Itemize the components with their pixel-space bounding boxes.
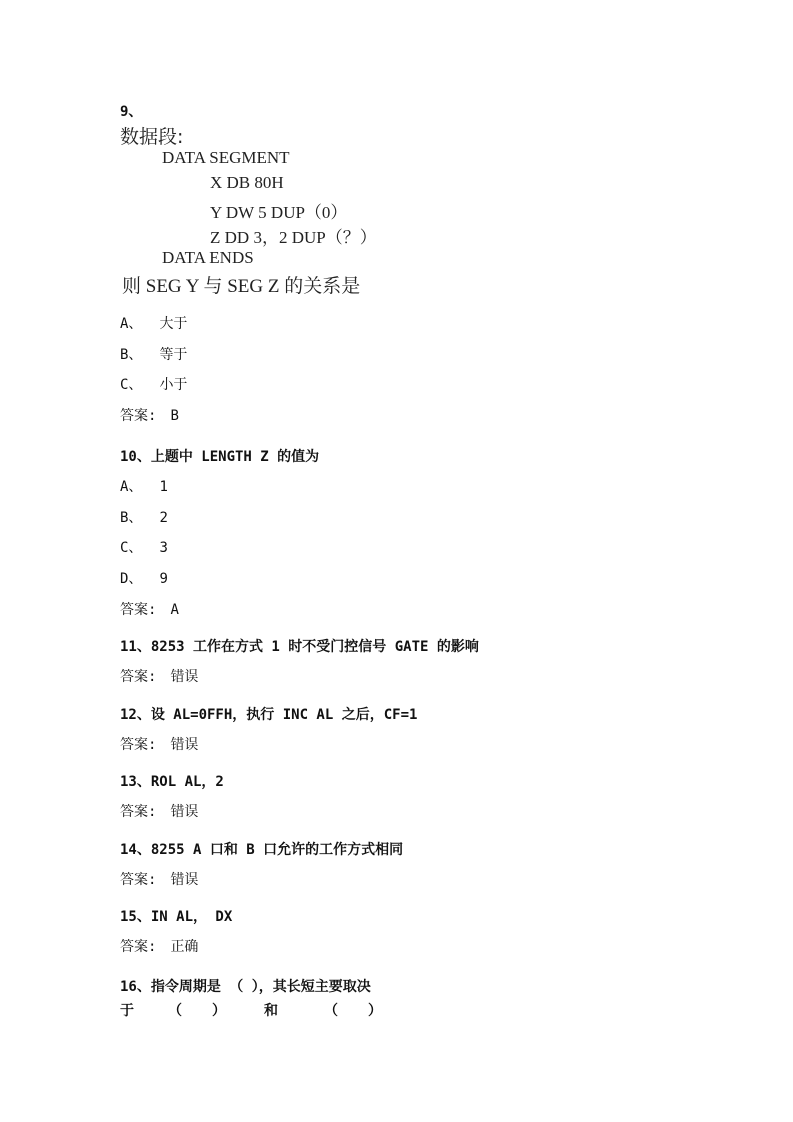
option-label: A、 — [120, 316, 143, 332]
option-label: B、 — [120, 347, 143, 363]
question-10-title: 10、上题中 LENGTH Z 的值为 — [120, 449, 320, 465]
option-text: 3 — [159, 540, 168, 556]
answer-value: 正确 — [170, 939, 199, 955]
q10-option-d — [120, 568, 168, 588]
q11-answer — [120, 666, 198, 686]
answer-label: 答案: — [120, 804, 157, 820]
scan-line-1: DATA SEGMENT — [162, 148, 290, 167]
q9-option-b — [120, 344, 187, 364]
answer-value: A — [170, 602, 179, 618]
question-13-title: 13、ROL AL，2 — [120, 774, 224, 790]
q16-text-he: 和 — [264, 1003, 278, 1019]
answer-value: 错误 — [170, 669, 199, 685]
scan-line-4: Z DD 3，2 DUP（？） — [210, 228, 377, 247]
q9-option-c — [120, 374, 187, 394]
answer-value: 错误 — [170, 872, 199, 888]
scan-line-2: X DB 80H — [210, 173, 284, 192]
q10-option-c — [120, 537, 168, 557]
option-text: 小于 — [159, 377, 188, 393]
q14-answer — [120, 869, 198, 889]
q9-option-a — [120, 313, 187, 333]
scan-line-5: DATA ENDS — [162, 248, 254, 267]
q16-blank-1-close: ） — [212, 1003, 226, 1019]
question-12-title: 12、设 AL=0FFH，执行 INC AL 之后，CF=1 — [120, 707, 418, 723]
option-label: B、 — [120, 510, 143, 526]
option-text: 1 — [159, 479, 168, 495]
answer-label: 答案: — [120, 602, 157, 618]
q16-blank-2-close: ） — [368, 1003, 382, 1019]
answer-value: 错误 — [170, 804, 199, 820]
q12-answer — [120, 734, 198, 754]
q9-answer — [120, 405, 179, 425]
option-text: 9 — [159, 571, 168, 587]
option-text: 等于 — [159, 347, 188, 363]
q13-answer — [120, 801, 198, 821]
option-label: C、 — [120, 377, 143, 393]
q15-answer — [120, 936, 198, 956]
q10-answer — [120, 599, 179, 619]
answer-label: 答案: — [120, 737, 157, 753]
q10-option-b — [120, 507, 168, 527]
answer-label: 答案: — [120, 872, 157, 888]
q16-blank-1-open: （ — [168, 1003, 182, 1019]
question-16-line-2 — [120, 1000, 382, 1020]
option-text: 大于 — [159, 316, 188, 332]
scan-question: 则 SEG Y 与 SEG Z 的关系是 — [122, 276, 361, 297]
answer-label: 答案: — [120, 408, 157, 424]
q10-option-a — [120, 476, 168, 496]
scan-line-3: Y DW 5 DUP（0） — [210, 203, 348, 222]
answer-label: 答案: — [120, 939, 157, 955]
question-16-line-1: 16、指令周期是 （ ），其长短主要取决 — [120, 979, 371, 995]
question-11-title: 11、8253 工作在方式 1 时不受门控信号 GATE 的影响 — [120, 639, 479, 655]
option-label: D、 — [120, 571, 143, 587]
option-text: 2 — [159, 510, 168, 526]
answer-label: 答案: — [120, 669, 157, 685]
answer-value: B — [170, 408, 179, 424]
question-9-number: 9、 — [120, 104, 143, 120]
option-label: C、 — [120, 540, 143, 556]
scan-heading: 数据段: — [120, 126, 184, 148]
q16-text-yu: 于 — [120, 1003, 134, 1019]
question-15-title: 15、IN AL， DX — [120, 909, 233, 925]
q16-blank-2-open: （ — [324, 1003, 338, 1019]
question-14-title: 14、8255 A 口和 B 口允许的工作方式相同 — [120, 842, 404, 858]
option-label: A、 — [120, 479, 143, 495]
answer-value: 错误 — [170, 737, 199, 753]
